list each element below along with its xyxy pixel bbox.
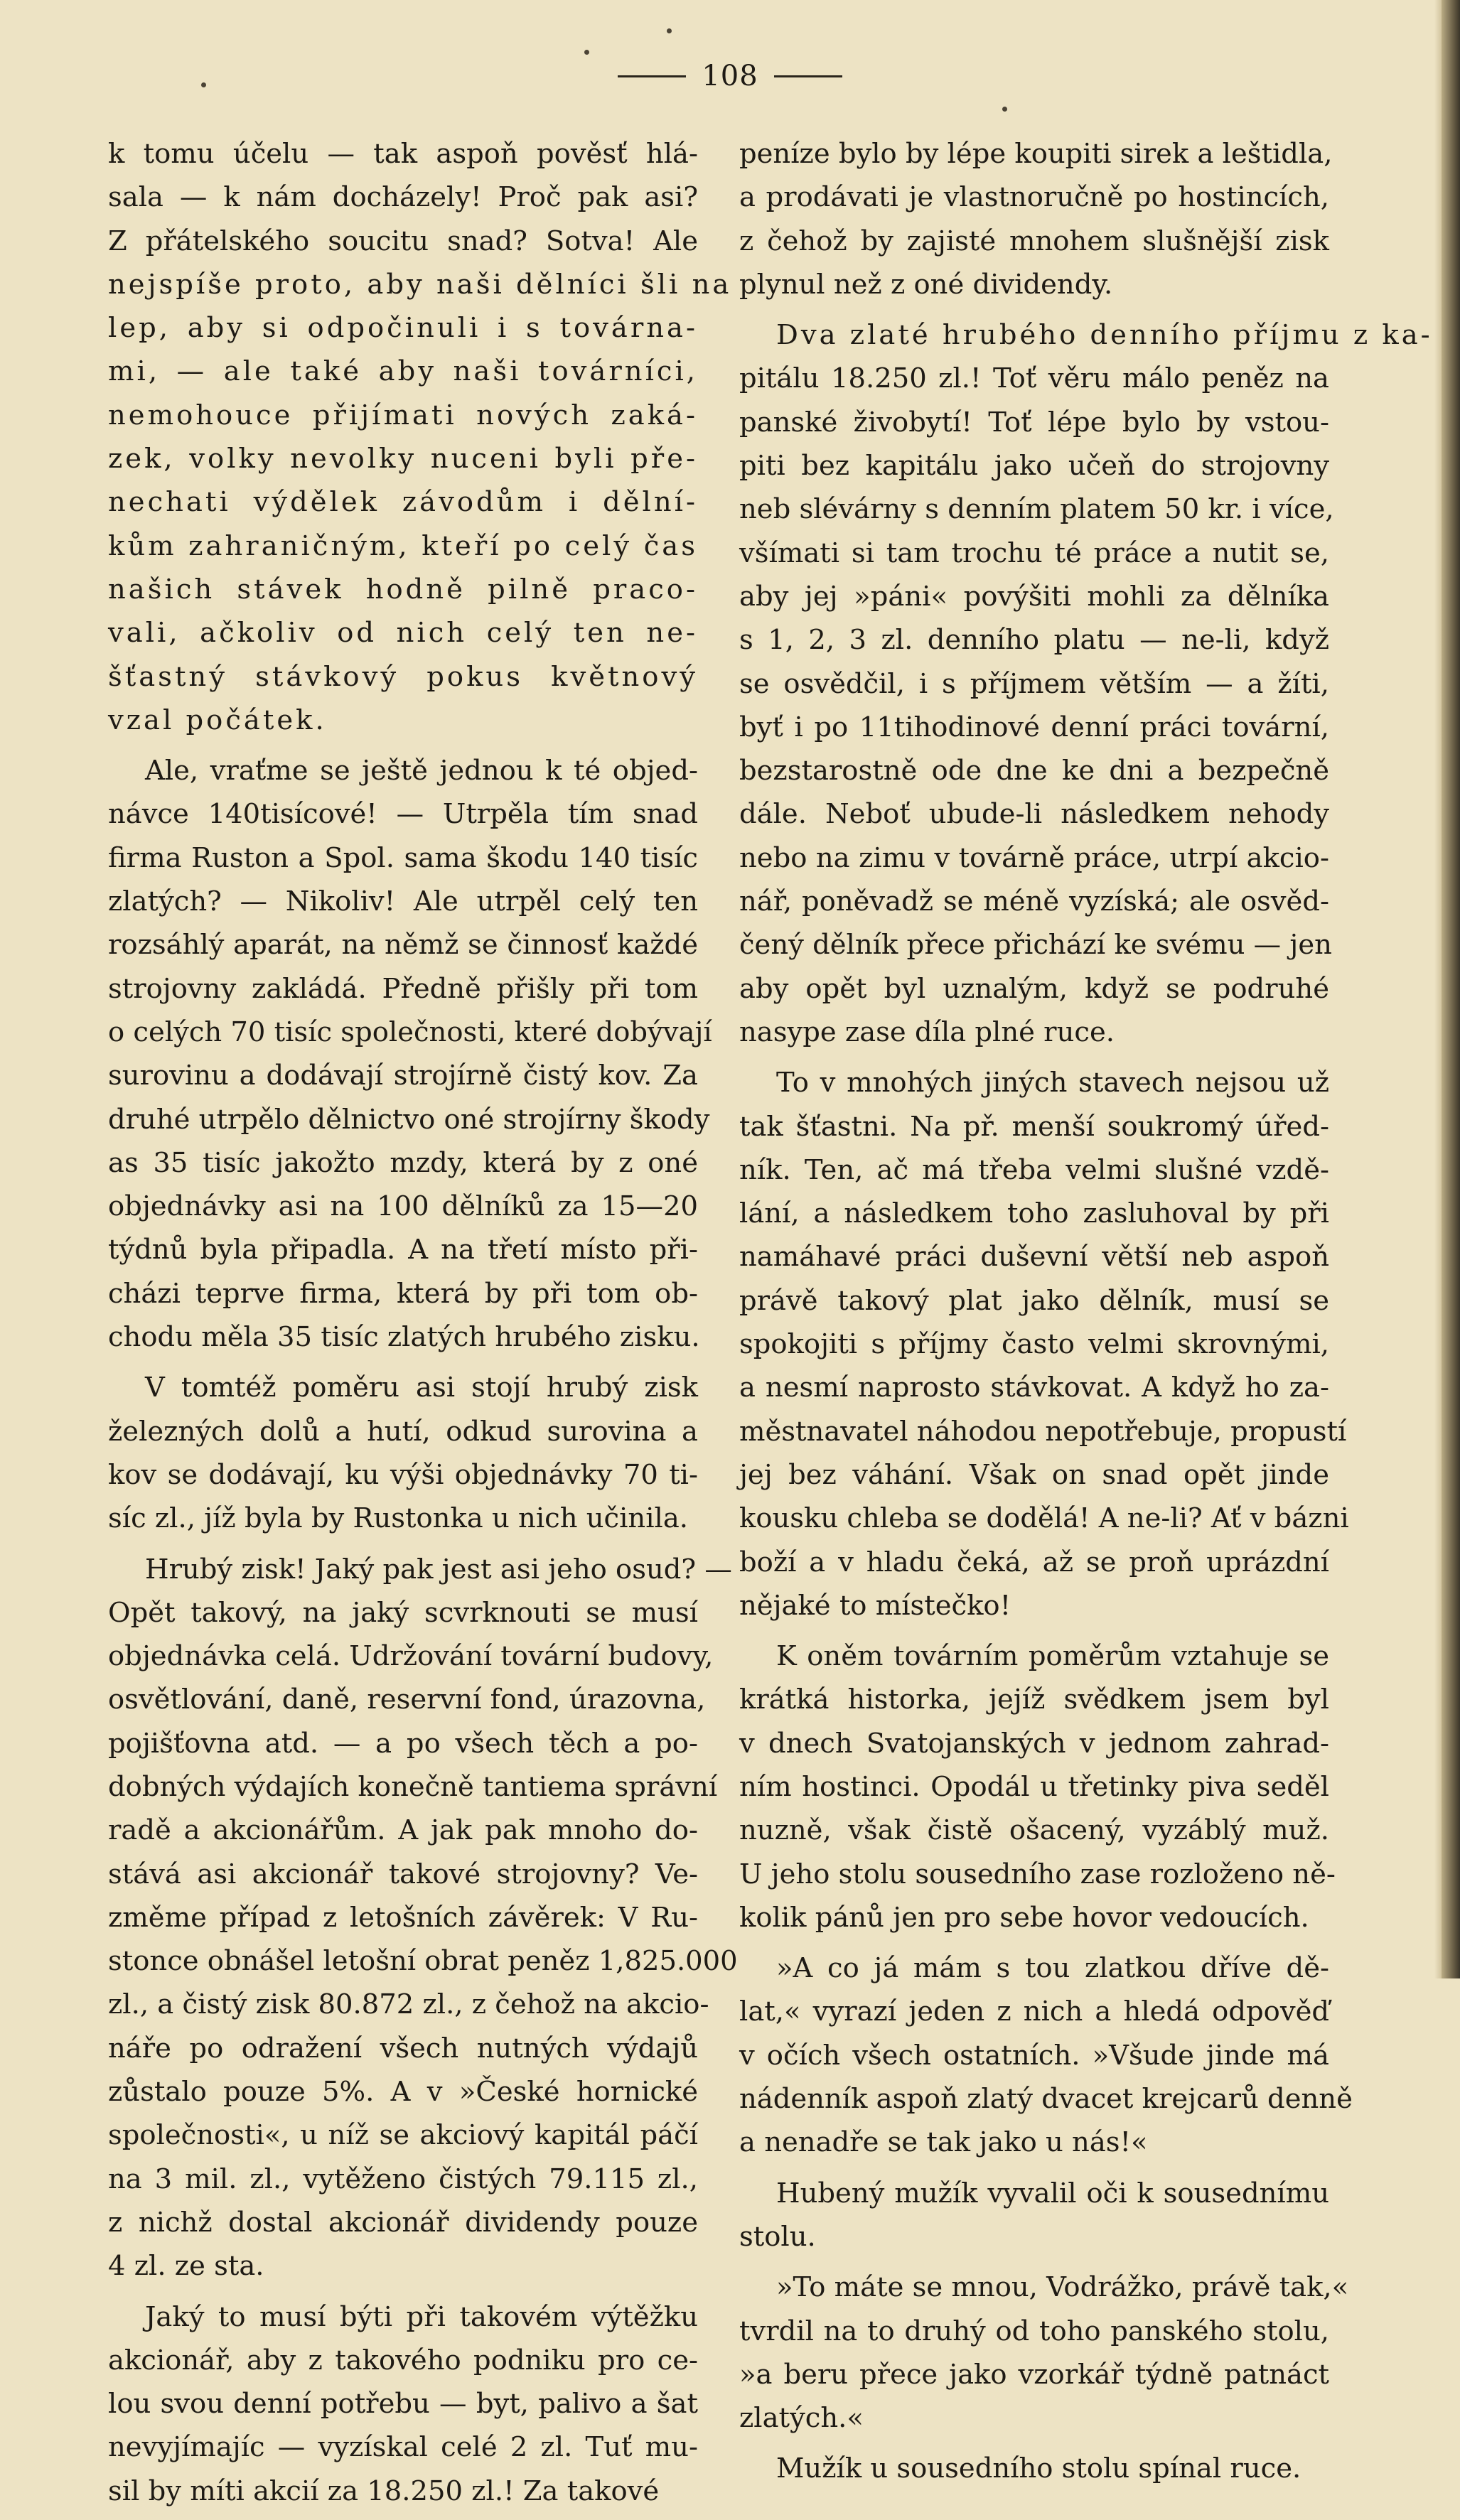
text-line: Mužík u sousedního stolu spínal ruce. [776,2452,1301,2485]
text-line: surovinu a dodávají strojírně čistý kov. Za [108,1060,698,1092]
paragraph [739,313,1433,1054]
text-line: zlatých.« [739,2402,864,2435]
text-line: nevyjímajíc — vyzískal celé 2 zl. Tuť mu- [108,2431,698,2464]
page-header [0,60,1460,92]
text-line: zl., a čistý zisk 80.872 zl., z čehož na akcio- [108,1988,709,2021]
text-line: peníze bylo by lépe koupiti sirek a leštidla, [739,138,1333,170]
text-line: tak šťastni. Na př. menší soukromý úřed- [739,1110,1329,1143]
text-line: pojišťovna atd. — a po všech těch a po- [108,1727,698,1760]
text-line: zůstalo pouze 5%. A v »České hornické [108,2076,698,2109]
paragraph [108,2295,698,2513]
text-line: Ale, vraťme se ještě jednou k té objed- [145,755,698,787]
text-line: K oněm továrním poměrům vztahuje se [776,1640,1329,1673]
text-line: našich stávek hodně pilně praco- [108,573,698,605]
paragraph [108,1548,738,2288]
text-line: sala — k nám docházely! Proč pak asi? [108,181,698,214]
text-line: firma Ruston a Spol. sama škodu 140 tisíc [108,841,698,874]
text-line: s 1, 2, 3 zl. denního platu — ne-li, když [739,624,1329,657]
text-line: bezstarostně ode dne ke dni a bezpečně [739,755,1329,787]
text-line: kov se dodávají, ku výši objednávky 70 ti- [108,1458,698,1491]
text-line: »To máte se mnou, Vodrážko, právě tak,« [776,2271,1349,2304]
right-column [739,132,1433,2498]
text-line: To v mnohých jiných stavech nejsou už [776,1067,1329,1099]
text-line: »a beru přece jako vzorkář týdně patnáct [739,2358,1329,2391]
text-line: spokojiti s příjmy často velmi skrovnými, [739,1328,1329,1361]
header-rule-left [618,75,686,77]
text-line: panské živobytí! Toť lépe bylo by vstou- [739,406,1329,438]
text-line: nasype zase díla plné ruce. [739,1016,1115,1048]
paragraph [108,749,712,1359]
paragraph [739,2172,1329,2259]
text-line: aby jej »páni« povýšiti mohli za dělníka [739,580,1329,613]
text-line: kolik pánů jen pro sebe hovor vedoucích. [739,1901,1309,1934]
text-line: nuzně, však čistě ošacený, vyzáblý muž. [739,1814,1329,1847]
print-speck [667,28,672,33]
text-line: plynul než z oné dividendy. [739,268,1113,301]
paragraph [739,2266,1349,2440]
text-line: nebo na zimu v továrně práce, utrpí akcio- [739,841,1329,874]
text-line: Hrubý zisk! Jaký pak jest asi jeho osud? — [145,1553,732,1585]
text-line: strojovny zakládá. Předně přišly při tom [108,972,698,1005]
text-line: as 35 tisíc jakožto mzdy, která by z oné [108,1146,698,1179]
text-line: šťastný stávkový pokus květnový [108,660,698,693]
text-line: nemohouce přijímati nových zaká- [108,399,698,431]
text-line: všímati si tam trochu té práce a nutit se, [739,537,1329,569]
page-number: 108 [702,60,758,92]
paragraph [108,132,732,742]
paragraph [739,1635,1336,1939]
text-line: kům zahraničným, kteří po celý čas [108,529,698,562]
text-line: namáhavé práci duševní větší neb aspoň [739,1241,1329,1274]
text-line: nář, poněvadž se méně vyzíská; ale osvěd- [739,885,1329,918]
text-line: stonce obnášel letošní obrat peněz 1,825.000 [108,1945,738,1978]
text-line: pitálu 18.250 zl.! Toť věru málo peněz na [739,362,1329,395]
book-spine [1442,0,1460,1978]
text-line: radě a akcionářům. A jak pak mnoho do- [108,1814,698,1847]
text-line: boží a v hladu čeká, až se proň uprázdní [739,1546,1329,1578]
text-line: sil by míti akcií za 18.250 zl.! Za takové [108,2475,660,2507]
text-line: Opět takový, na jaký scvrknouti se musí [108,1596,698,1629]
text-line: a nesmí naprosto stávkovat. A když ho za- [739,1372,1329,1404]
text-line: změme případ z letošních závěrek: V Ru- [108,1901,698,1934]
print-speck [1002,107,1007,112]
paragraph [739,1946,1353,2164]
text-line: týdnů byla připadla. A na třetí místo při- [108,1234,698,1266]
paragraph [739,1061,1349,1627]
text-line: nejspíše proto, aby naši dělníci šli na [108,268,732,301]
text-line: osvětlování, daně, reservní fond, úrazovna, [108,1684,706,1716]
page-edge [1434,0,1442,1978]
text-line: mi, — ale také aby naši továrníci, [108,355,698,388]
text-line: krátká historka, jejíž svědkem jsem byl [739,1684,1329,1716]
text-line: Hubený mužík vyvalil oči k sousednímu [776,2177,1329,2209]
text-line: lou svou denní potřebu — byt, palivo a šat [108,2388,698,2421]
text-line: neb slévárny s denním platem 50 kr. i více, [739,493,1334,526]
text-line: k tomu účelu — tak aspoň pověsť hlá- [108,138,698,170]
text-line: o celých 70 tisíc společnosti, které dobývají [108,1016,712,1048]
text-line: v dnech Svatojanských v jednom zahrad- [739,1727,1329,1760]
text-line: z čehož by zajisté mnohem slušnější zisk [739,225,1329,257]
text-line: Jaký to musí býti při takovém výtěžku [145,2300,698,2333]
text-line: a prodávati je vlastnoručně po hostincích, [739,181,1329,214]
text-line: nádenník aspoň zlatý dvacet krejcarů denně [739,2083,1353,2116]
text-line: vali, ačkoliv od nich celý ten ne- [108,617,698,650]
text-line: akcionář, aby z takového podniku pro ce- [108,2344,698,2376]
text-line: objednávka celá. Udržování tovární budovy, [108,1640,714,1673]
header-rule-right [774,75,842,77]
text-line: lat,« vyrazí jeden z nich a hledá odpověď [739,1996,1329,2028]
text-line: společnosti«, u níž se akciový kapitál páčí [108,2119,698,2152]
text-line: objednávky asi na 100 dělníků za 15—20 [108,1190,698,1223]
text-line: aby opět byl uznalým, když se podruhé [739,972,1329,1005]
text-line: ním hostinci. Opodál u třetinky piva seděl [739,1770,1329,1803]
text-line: nechati výdělek závodům i dělní- [108,486,698,519]
text-line: byť i po 11tihodinové denní práci tovární, [739,711,1329,743]
left-column [108,132,738,2520]
text-line: U jeho stolu sousedního zase rozloženo ně- [739,1858,1336,1890]
text-line: lep, aby si odpočinuli i s továrna- [108,312,698,345]
text-line: městnavatel náhodou nepotřebuje, propustí [739,1415,1347,1448]
text-line: stává asi akcionář takové strojovny? Ve- [108,1858,698,1890]
text-line: ník. Ten, ač má třeba velmi slušné vzdě- [739,1153,1329,1186]
text-line: nějaké to místečko! [739,1589,1011,1622]
text-line: vzal počátek. [108,704,327,736]
text-line: chodu měla 35 tisíc zlatých hrubého zisku. [108,1321,700,1354]
text-line: druhé utrpělo dělnictvo oné strojírny škody [108,1103,710,1136]
text-line: čený dělník přece přichází ke svému — jen [739,929,1332,962]
text-line: právě takový plat jako dělník, musí se [739,1284,1329,1317]
text-line: lání, a následkem toho zasluhoval by při [739,1197,1329,1230]
text-line: tvrdil na to druhý od toho panského stolu, [739,2315,1329,2347]
paragraph [739,132,1333,306]
text-line: jej bez váhání. Však on snad opět jinde [739,1458,1329,1491]
text-line: Dva zlaté hrubého denního příjmu z ka- [776,319,1433,352]
text-line: stolu. [739,2220,816,2253]
text-line: »A co já mám s tou zlatkou dříve dě- [776,1952,1329,1985]
text-line: síc zl., jíž byla by Rustonka u nich učinila. [108,1502,689,1535]
text-line: V tomtéž poměru asi stojí hrubý zisk [145,1372,698,1404]
text-line: na 3 mil. zl., vytěženo čistých 79.115 zl., [108,2163,698,2195]
text-line: a nenadře se tak jako u nás!« [739,2126,1148,2159]
paragraph [108,1366,698,1540]
text-line: piti bez kapitálu jako učeň do strojovny [739,450,1329,483]
text-line: z nichž dostal akcionář dividendy pouze [108,2206,698,2239]
text-line: v očích všech ostatních. »Všude jinde má [739,2039,1329,2072]
text-line: Z přátelského soucitu snad? Sotva! Ale [108,225,698,257]
text-line: železných dolů a hutí, odkud surovina a [108,1415,698,1448]
text-line: rozsáhlý aparát, na němž se činnosť každé [108,929,698,962]
paragraph [739,2447,1329,2490]
text-line: dále. Neboť ubude-li následkem nehody [739,798,1329,831]
text-line: se osvědčil, i s příjmem větším — a žíti, [739,667,1329,700]
print-speck [584,50,589,55]
text-line: dobných výdajích konečně tantiema správní [108,1770,718,1803]
text-line: kousku chleba se dodělá! A ne-li? Ať v bázni [739,1502,1349,1535]
text-line: návce 140tisícové! — Utrpěla tím snad [108,798,698,831]
text-line: náře po odražení všech nutných výdajů [108,2032,698,2064]
text-line: 4 zl. ze sta. [108,2250,264,2283]
text-line: zlatých? — Nikoliv! Ale utrpěl celý ten [108,885,698,918]
text-line: zek, volky nevolky nuceni byli pře- [108,443,698,475]
text-line: cházi teprve firma, která by při tom ob- [108,1277,698,1310]
